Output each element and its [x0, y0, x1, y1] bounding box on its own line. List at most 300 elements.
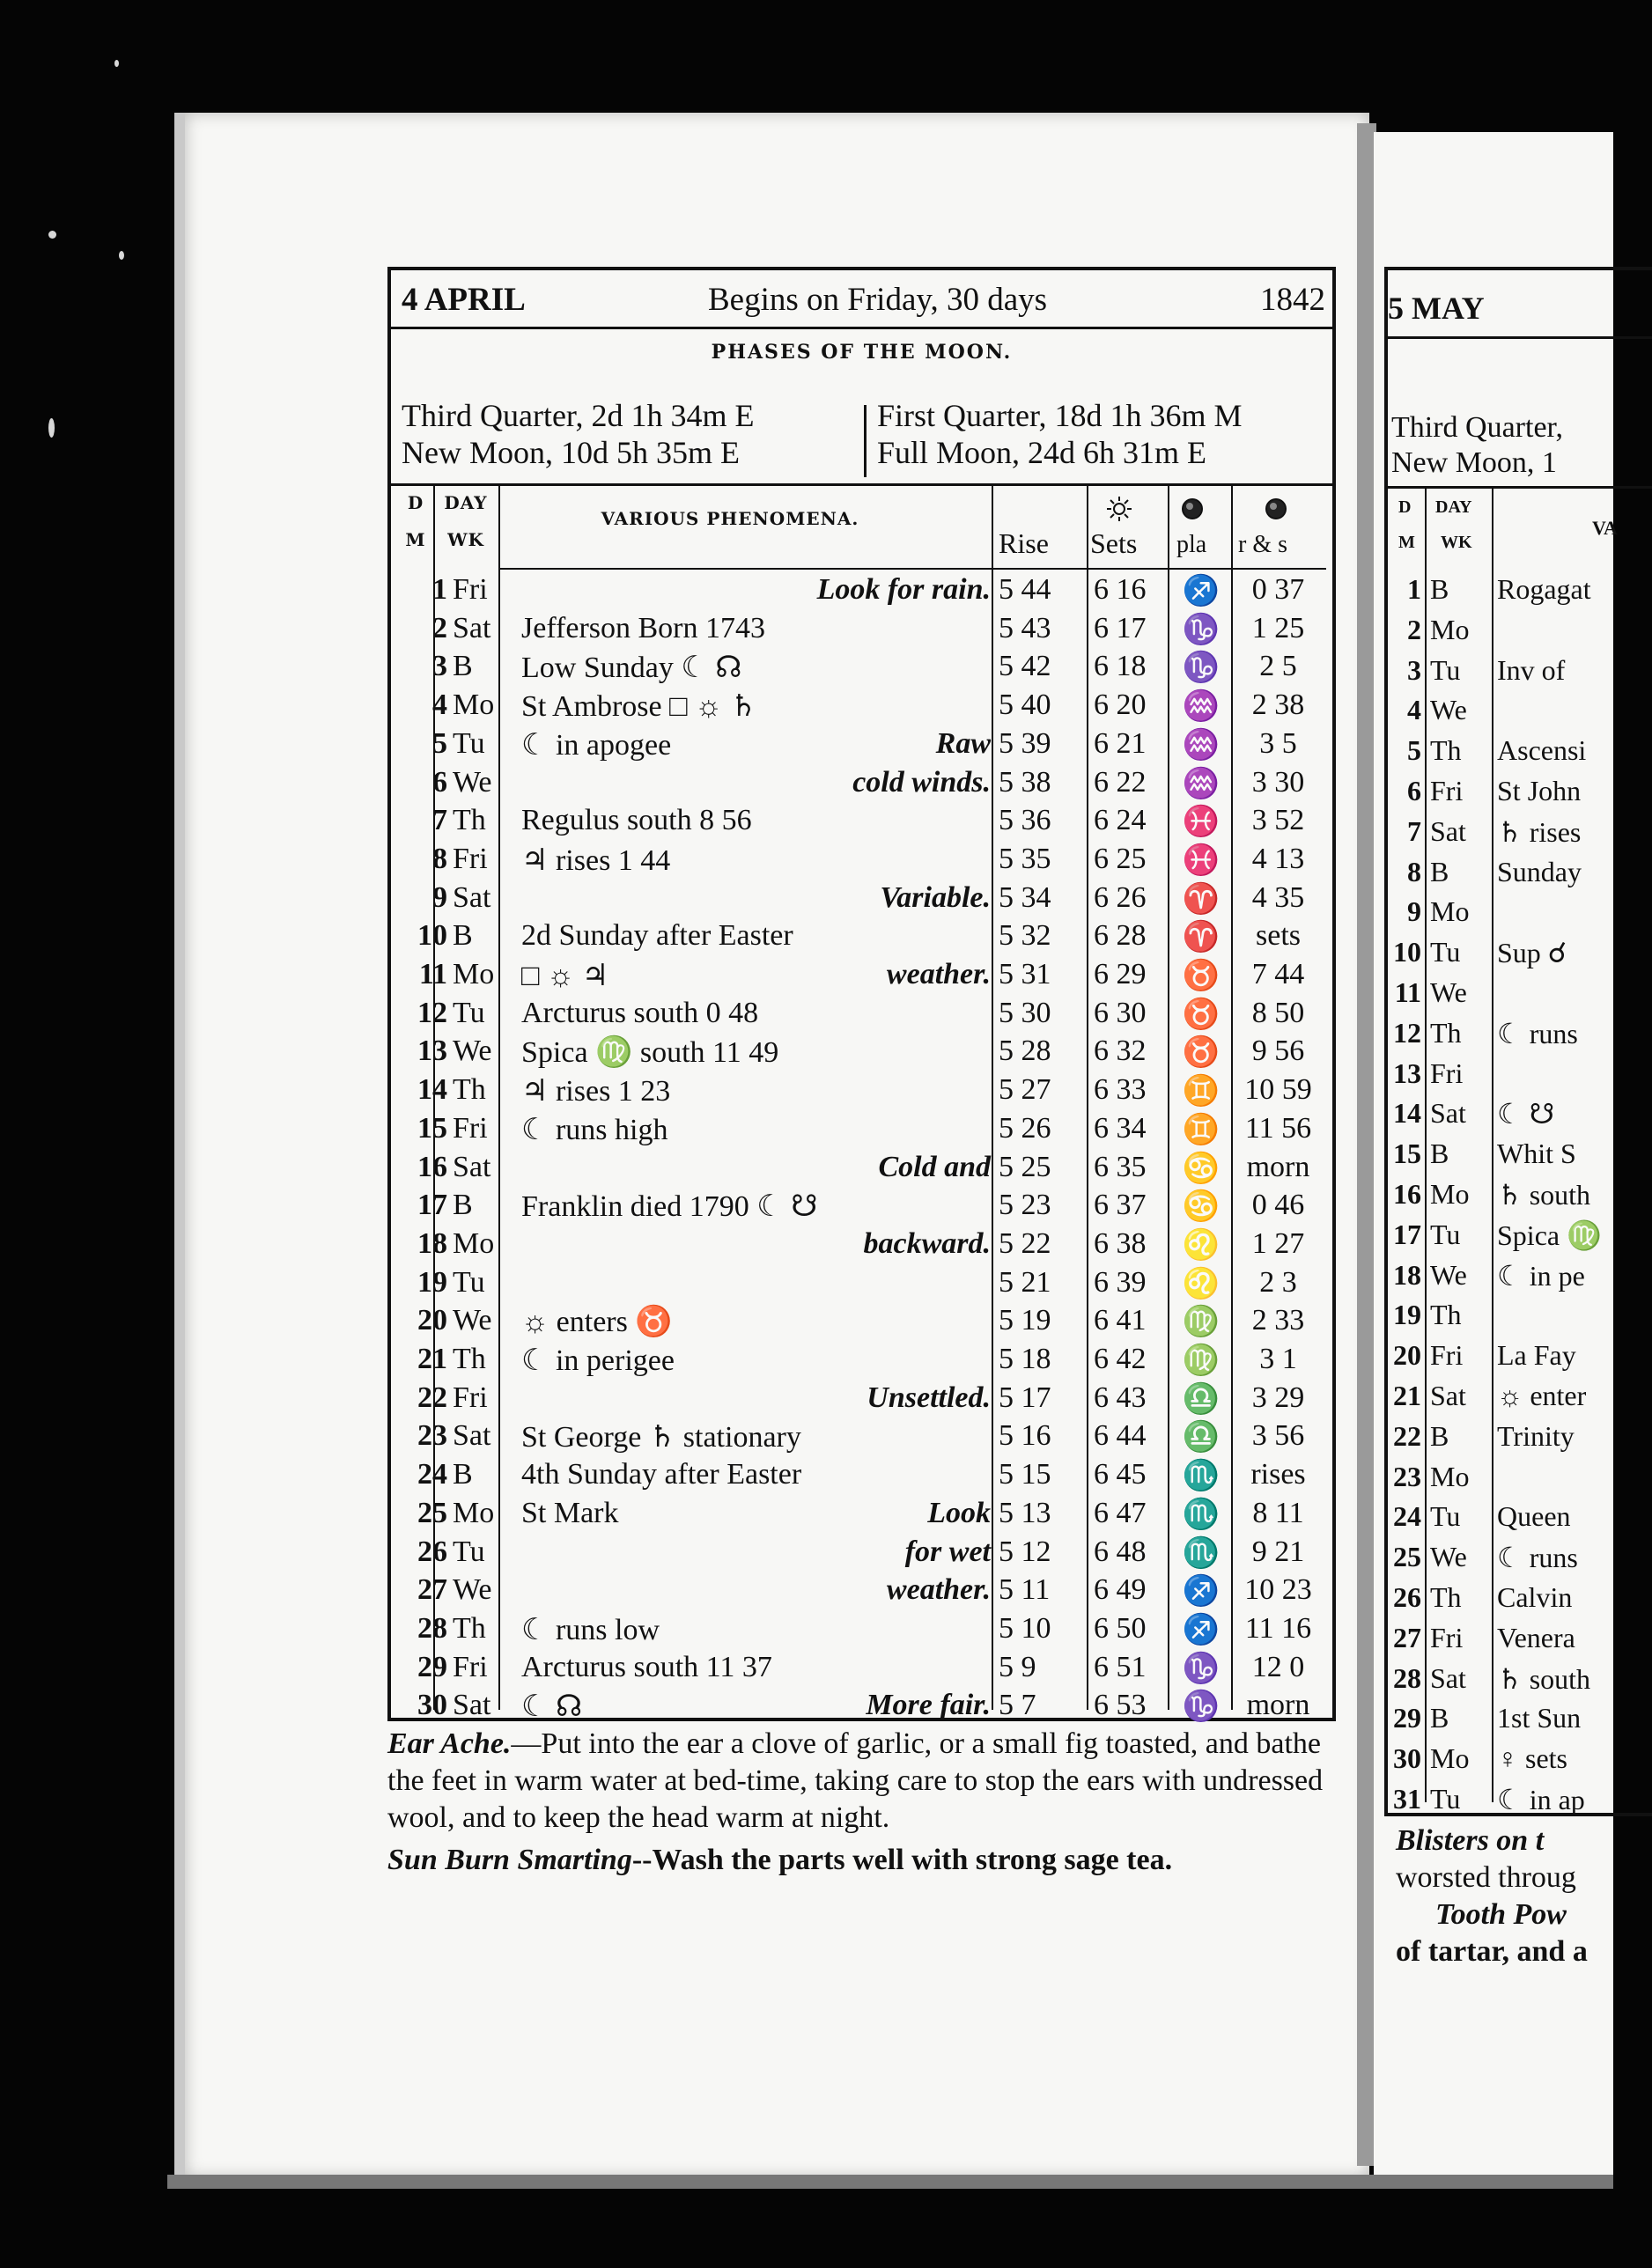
day-of-month: 9 [1407, 895, 1421, 928]
moon-place: ♉ [1182, 998, 1221, 1031]
day-of-month: 18 [1393, 1258, 1421, 1291]
sun-sets: 6 16 [1094, 573, 1147, 606]
moon-rise-set: 11 16 [1244, 1611, 1312, 1645]
day-of-week: Tu [1430, 1218, 1461, 1250]
sun-sets: 6 17 [1094, 611, 1147, 644]
phase-new-moon: New Moon, 10d 5h 35m E [402, 435, 740, 470]
moon-place: ♐ [1182, 1613, 1221, 1646]
day-of-week: Sat [453, 1689, 491, 1722]
sun-sets: 6 29 [1094, 958, 1147, 990]
phenomenon: ♄ south [1497, 1179, 1591, 1211]
sun-sets: 6 43 [1094, 1381, 1147, 1414]
weather-note: weather. [886, 1573, 991, 1607]
day-of-week: Tu [453, 726, 485, 760]
day-of-month: 27 [1393, 1621, 1421, 1653]
phenomenon: ☾ ☊ [521, 1690, 583, 1724]
table-row [1388, 1378, 1652, 1417]
may-table-rule [1388, 486, 1652, 489]
phenomenon: ☾ in pe [1497, 1259, 1585, 1292]
day-of-month: 10 [1393, 936, 1421, 968]
sun-rise: 5 12 [999, 1535, 1051, 1568]
sun-sets: 6 48 [1094, 1535, 1147, 1568]
table-row [1388, 1056, 1652, 1094]
dust-speck [119, 251, 124, 260]
table-row [391, 956, 1332, 995]
phase-full-moon: Full Moon, 24d 6h 31m E [877, 435, 1207, 470]
day-of-week: B [1430, 1138, 1449, 1170]
day-of-week: We [453, 1304, 492, 1337]
sun-rise: 5 9 [999, 1650, 1036, 1683]
sun-rise: 5 13 [999, 1496, 1051, 1529]
phenomenon: Jefferson Born 1743 [521, 611, 765, 644]
moon-rise-set: 3 1 [1259, 1343, 1297, 1375]
table-row [1388, 1297, 1652, 1336]
day-of-month: 23 [1393, 1460, 1421, 1492]
col-m: M [405, 529, 426, 550]
sun-sets: 6 22 [1094, 765, 1147, 799]
day-of-week: Th [1430, 734, 1462, 767]
may-header-rule [1388, 336, 1652, 339]
day-of-month: 5 [432, 726, 447, 760]
phase-first-quarter: First Quarter, 18d 1h 36m M [877, 398, 1243, 433]
may-phase-new: New Moon, 1 [1391, 446, 1557, 479]
moon-rise-set: 10 59 [1244, 1073, 1312, 1107]
phenomenon: ☾ in apogee [521, 728, 672, 762]
moon-rise-set: 8 11 [1252, 1496, 1304, 1529]
table-row [1388, 1741, 1652, 1779]
table-row [1388, 1176, 1652, 1215]
sun-sets: 6 33 [1094, 1073, 1147, 1107]
day-of-month: 3 [1407, 653, 1421, 686]
day-of-week: B [1430, 1419, 1449, 1452]
phenomenon: Venera [1497, 1621, 1575, 1653]
day-of-week: Fri [1430, 775, 1464, 806]
sun-sets: 6 37 [1094, 1189, 1147, 1222]
day-of-month: 13 [1393, 1057, 1421, 1089]
moon-place: ♋ [1182, 1152, 1221, 1185]
phenomenon: Whit S [1497, 1138, 1576, 1170]
day-of-week: Mo [453, 958, 495, 990]
day-of-week: Sat [453, 1150, 491, 1183]
header-rule [498, 568, 992, 570]
phenomenon: Rogagat [1497, 573, 1591, 605]
day-of-week: Mo [1430, 613, 1470, 645]
moon-place: ♉ [1182, 1036, 1221, 1070]
day-of-month: 7 [1407, 814, 1421, 847]
year: 1842 [1260, 282, 1325, 318]
sun-sets: 6 21 [1094, 726, 1147, 760]
weather-note: backward. [863, 1226, 991, 1260]
table-row [1388, 934, 1652, 973]
moon-place: ♌ [1182, 1228, 1221, 1262]
day-of-week: Sat [453, 880, 491, 914]
day-of-week: Th [1430, 1581, 1462, 1613]
phase-divider [864, 405, 867, 477]
table-row [391, 841, 1332, 880]
moon-rise-set: 2 33 [1251, 1304, 1305, 1337]
sun-rise: 5 42 [999, 650, 1051, 683]
table-row [1388, 571, 1652, 610]
moon-place: ♓ [1182, 843, 1221, 877]
note-ear-title: Ear Ache. [387, 1727, 512, 1760]
moon-place: ♊ [1182, 1075, 1221, 1108]
may-col-wk: WK [1441, 533, 1472, 552]
moon-icon [1263, 496, 1289, 522]
note-sun-title: Sun Burn Smarting [387, 1844, 632, 1876]
table-row [391, 1187, 1332, 1226]
table-row [1388, 1498, 1652, 1537]
moon-rise-set: 4 13 [1251, 842, 1305, 875]
sun-sets: 6 24 [1094, 804, 1147, 837]
day-of-month: 18 [417, 1226, 447, 1260]
sun-sets: 6 32 [1094, 1035, 1147, 1068]
day-of-month: 5 [1407, 734, 1421, 767]
day-of-month: 14 [417, 1073, 447, 1107]
day-of-month: 6 [432, 765, 447, 799]
phenomenon: ☼ enter [1497, 1380, 1587, 1411]
weather-note: Look for rain. [816, 573, 991, 606]
moon-place: ♋ [1182, 1190, 1221, 1224]
moon-rise-set: morn [1246, 1689, 1310, 1722]
day-of-week: We [453, 1573, 492, 1607]
day-of-week: Fri [1430, 1057, 1464, 1089]
moon-rise-set: 2 3 [1259, 1265, 1297, 1299]
day-of-month: 8 [1407, 855, 1421, 887]
weather-note: Raw [935, 726, 991, 760]
day-of-month: 12 [1393, 1016, 1421, 1049]
table-row [391, 1264, 1332, 1303]
moon-rise-set: 0 37 [1251, 573, 1305, 606]
day-of-month: 31 [1393, 1783, 1421, 1815]
day-of-month: 4 [432, 688, 447, 722]
day-of-month: 29 [1393, 1702, 1421, 1734]
day-of-week: Fri [453, 573, 488, 606]
table-row [1388, 733, 1652, 771]
sun-rise: 5 23 [999, 1189, 1051, 1222]
table-row [391, 995, 1332, 1034]
day-of-week: B [1430, 573, 1449, 605]
day-of-month: 23 [417, 1419, 447, 1453]
sun-sets: 6 39 [1094, 1265, 1147, 1299]
table-row [391, 1302, 1332, 1341]
day-of-month: 21 [417, 1343, 447, 1375]
table-row [1388, 692, 1652, 731]
moon-place: ♏ [1182, 1460, 1221, 1493]
table-row [1388, 1217, 1652, 1256]
sun-sets: 6 42 [1094, 1343, 1147, 1375]
day-of-week: Mo [453, 1496, 495, 1529]
day-of-week: We [1430, 1258, 1467, 1291]
phenomenon: Arcturus south 0 48 [521, 996, 759, 1029]
month-title: 4 APRIL [402, 282, 526, 318]
day-of-week: Tu [1430, 653, 1461, 686]
weather-note: weather. [886, 958, 991, 990]
day-of-week: We [453, 765, 492, 799]
day-of-month: 22 [417, 1381, 447, 1414]
phenomenon: Sunday [1497, 855, 1582, 887]
sun-rise: 5 10 [999, 1611, 1051, 1645]
phenomenon: 2d Sunday after Easter [521, 919, 793, 953]
moon-rise-set: 8 50 [1251, 996, 1305, 1029]
day-of-month: 2 [432, 611, 447, 644]
day-of-week: Tu [1430, 936, 1461, 968]
april-notes [387, 1726, 1339, 1884]
phenomenon: ☾ in ap [1497, 1784, 1585, 1815]
phenomenon: 1st Sun [1497, 1702, 1582, 1734]
day-of-week: Th [1430, 1016, 1462, 1049]
table-top-rule [391, 483, 1332, 486]
sun-rise: 5 17 [999, 1381, 1051, 1414]
day-of-month: 21 [1393, 1380, 1421, 1411]
dust-speck [48, 418, 55, 438]
day-of-week: B [1430, 1702, 1449, 1734]
table-row [1388, 854, 1652, 893]
day-of-week: Fri [453, 842, 488, 875]
sun-sets: 6 34 [1094, 1111, 1147, 1145]
day-of-week: We [1430, 694, 1467, 726]
sun-sets: 6 49 [1094, 1573, 1147, 1607]
moon-rise-set: 0 46 [1251, 1189, 1305, 1222]
day-of-month: 25 [1393, 1541, 1421, 1573]
moon-rise-set: sets [1256, 919, 1301, 953]
header-rule [992, 568, 1326, 570]
moon-rise-set: 3 56 [1251, 1419, 1305, 1453]
moon-place: ♈ [1182, 882, 1221, 916]
month-begins: Begins on Friday, 30 days [708, 282, 1048, 318]
moon-rise-set: 3 29 [1251, 1381, 1305, 1414]
table-row [391, 1649, 1332, 1688]
note-sun-burn [387, 1842, 1339, 1879]
may-calendar-frame [1384, 267, 1652, 1816]
phenomenon: St George ♄ stationary [521, 1421, 801, 1454]
moon-place: ♏ [1182, 1498, 1221, 1531]
moon-place: ♑ [1182, 1652, 1221, 1685]
moon-place: ♑ [1182, 613, 1221, 646]
day-of-month: 2 [1407, 613, 1421, 645]
table-row [1388, 1418, 1652, 1457]
weather-note: Cold and [878, 1150, 991, 1183]
table-row [1388, 1257, 1652, 1296]
sun-sets: 6 50 [1094, 1611, 1147, 1645]
day-of-month: 4 [1407, 694, 1421, 726]
sun-rise: 5 38 [999, 765, 1051, 799]
day-of-month: 10 [417, 919, 447, 953]
phenomenon: ♄ south [1497, 1662, 1591, 1695]
moon-rise-set: 3 30 [1251, 765, 1305, 799]
day-of-week: We [1430, 976, 1467, 1008]
may-note-4: of tartar, and a [1396, 1935, 1588, 1968]
moon-rise-set: 1 27 [1251, 1226, 1305, 1260]
day-of-month: 12 [417, 996, 447, 1029]
moon-rise-set: rises [1250, 1458, 1306, 1491]
moon-place: ♓ [1182, 806, 1221, 839]
moon-place: ♉ [1182, 960, 1221, 992]
sun-sets: 6 30 [1094, 996, 1147, 1029]
table-row [391, 880, 1332, 918]
day-of-month: 20 [417, 1304, 447, 1337]
dust-speck [48, 231, 56, 239]
day-of-month: 27 [417, 1573, 447, 1607]
day-of-month: 17 [417, 1189, 447, 1222]
day-of-week: Tu [453, 1265, 485, 1299]
phenomenon: ♃ rises 1 44 [521, 843, 671, 877]
table-row [1388, 1015, 1652, 1054]
may-col-m: M [1398, 533, 1415, 552]
day-of-week: Mo [1430, 1178, 1470, 1210]
phenomenon: Trinity [1497, 1419, 1575, 1452]
weather-note: Variable. [880, 880, 991, 914]
day-of-week: Th [453, 1611, 486, 1645]
table-row [1388, 1620, 1652, 1659]
day-of-week: Fri [1430, 1339, 1464, 1372]
table-row [391, 1418, 1332, 1456]
may-title: 5 MAY [1388, 291, 1485, 326]
sun-rise: 5 21 [999, 1265, 1051, 1299]
phenomenon: ☾ runs high [521, 1113, 668, 1146]
phenomenon: ☾ in perigee [521, 1344, 675, 1377]
day-of-week: Mo [453, 688, 495, 722]
sun-rise: 5 44 [999, 573, 1051, 606]
moon-rise-set: 4 35 [1251, 880, 1305, 914]
day-of-month: 29 [417, 1650, 447, 1683]
moon-place: ♏ [1182, 1536, 1221, 1570]
day-of-week: Mo [1430, 1742, 1470, 1775]
phenomenon: ☾ runs [1497, 1017, 1578, 1049]
table-row [391, 1071, 1332, 1110]
moon-place: ♐ [1182, 1575, 1221, 1609]
day-of-month: 30 [417, 1689, 447, 1722]
table-row [1388, 814, 1652, 852]
moon-place: ♎ [1182, 1421, 1221, 1454]
day-of-month: 24 [1393, 1500, 1421, 1533]
sun-rise: 5 7 [999, 1689, 1036, 1722]
day-of-week: Th [1430, 1299, 1462, 1331]
sun-sets: 6 38 [1094, 1226, 1147, 1260]
day-of-week: Mo [1430, 895, 1470, 928]
sun-rise: 5 22 [999, 1226, 1051, 1260]
moon-place: ♎ [1182, 1382, 1221, 1416]
table-row [391, 1149, 1332, 1188]
sun-sets: 6 35 [1094, 1150, 1147, 1183]
phenomenon: Regulus south 8 56 [521, 804, 752, 837]
weather-note: cold winds. [852, 765, 991, 799]
phenomenon: La Fay [1497, 1339, 1576, 1372]
sun-rise: 5 30 [999, 996, 1051, 1029]
may-note-3: Tooth Pow [1435, 1898, 1567, 1931]
day-of-week: Mo [453, 1226, 495, 1260]
day-of-week: Fri [453, 1111, 488, 1145]
phases-title: PHASES OF THE MOON. [711, 341, 1013, 364]
table-row [391, 917, 1332, 956]
moon-place: ♈ [1182, 921, 1221, 954]
weather-note: Unsettled. [867, 1381, 991, 1414]
table-row [391, 1110, 1332, 1149]
table-row [391, 1033, 1332, 1071]
moon-place: ♒ [1182, 690, 1221, 724]
phenomenon: Spica ♍ south 11 49 [521, 1036, 779, 1070]
table-row [391, 802, 1332, 841]
moon-rise-set: 7 44 [1251, 958, 1305, 990]
table-row [391, 1456, 1332, 1495]
sun-sets: 6 47 [1094, 1496, 1147, 1529]
table-row [1388, 773, 1652, 812]
phenomenon: St Ambrose □ ☼ ♄ [521, 690, 757, 724]
day-of-week: B [453, 650, 473, 683]
day-of-week: Tu [453, 1535, 485, 1568]
table-row [1388, 1095, 1652, 1134]
moon-rise-set: morn [1246, 1150, 1310, 1183]
phenomenon: Arcturus south 11 37 [521, 1650, 772, 1683]
col-sets: Sets [1090, 527, 1138, 559]
day-of-week: Sat [1430, 1661, 1466, 1694]
phenomenon: ☾ runs [1497, 1542, 1578, 1574]
day-of-month: 11 [418, 958, 447, 990]
day-of-month: 16 [417, 1150, 447, 1183]
day-of-month: 1 [432, 573, 447, 606]
day-of-month: 7 [432, 804, 447, 837]
phenomenon: Low Sunday ☾ ☊ [521, 652, 742, 685]
day-of-week: B [453, 919, 473, 953]
day-of-month: 28 [1393, 1661, 1421, 1694]
moon-rise-set: 3 52 [1251, 804, 1305, 837]
day-of-week: Fri [1430, 1621, 1464, 1653]
moon-place: ♊ [1182, 1113, 1221, 1146]
moon-rise-set: 11 56 [1244, 1111, 1312, 1145]
day-of-week: We [453, 1035, 492, 1068]
phenomenon: ♃ rises 1 23 [521, 1075, 671, 1108]
moon-place: ♑ [1182, 652, 1221, 685]
day-of-month: 1 [1407, 573, 1421, 605]
phenomenon: □ ☼ ♃ [521, 960, 609, 992]
sun-rise: 5 25 [999, 1150, 1051, 1183]
table-row [391, 1610, 1332, 1649]
day-of-month: 26 [1393, 1581, 1421, 1613]
col-d: D [407, 492, 424, 513]
may-note-1: Blisters on t [1396, 1824, 1545, 1857]
table-row [391, 1226, 1332, 1264]
weather-note: for wet [904, 1535, 991, 1568]
weather-note: More fair. [866, 1689, 991, 1722]
sun-rise: 5 36 [999, 804, 1051, 837]
sun-rise: 5 32 [999, 919, 1051, 953]
may-col-d: D [1398, 497, 1412, 517]
col-pla: pla [1176, 531, 1207, 558]
day-of-week: Fri [453, 1650, 488, 1683]
day-of-month: 3 [432, 650, 447, 683]
sun-sets: 6 25 [1094, 842, 1147, 875]
sun-rise: 5 26 [999, 1111, 1051, 1145]
table-row [391, 1572, 1332, 1610]
sun-rise: 5 34 [999, 880, 1051, 914]
table-row [391, 571, 1332, 610]
may-note-2: worsted throug [1396, 1861, 1576, 1894]
table-row [391, 1341, 1332, 1380]
table-row [391, 1687, 1332, 1726]
sun-rise: 5 35 [999, 842, 1051, 875]
moon-rise-set: 12 0 [1251, 1650, 1305, 1683]
sun-sets: 6 20 [1094, 688, 1147, 722]
sun-rise: 5 43 [999, 611, 1051, 644]
day-of-month: 24 [417, 1458, 447, 1491]
moon-rise-set: 10 23 [1244, 1573, 1312, 1607]
sun-sets: 6 26 [1094, 880, 1147, 914]
table-row [1388, 1539, 1652, 1578]
day-of-month: 16 [1393, 1178, 1421, 1210]
table-row [1388, 1660, 1652, 1699]
day-of-week: Tu [1430, 1783, 1461, 1815]
day-of-week: We [1430, 1541, 1467, 1573]
sun-rise: 5 28 [999, 1035, 1051, 1068]
